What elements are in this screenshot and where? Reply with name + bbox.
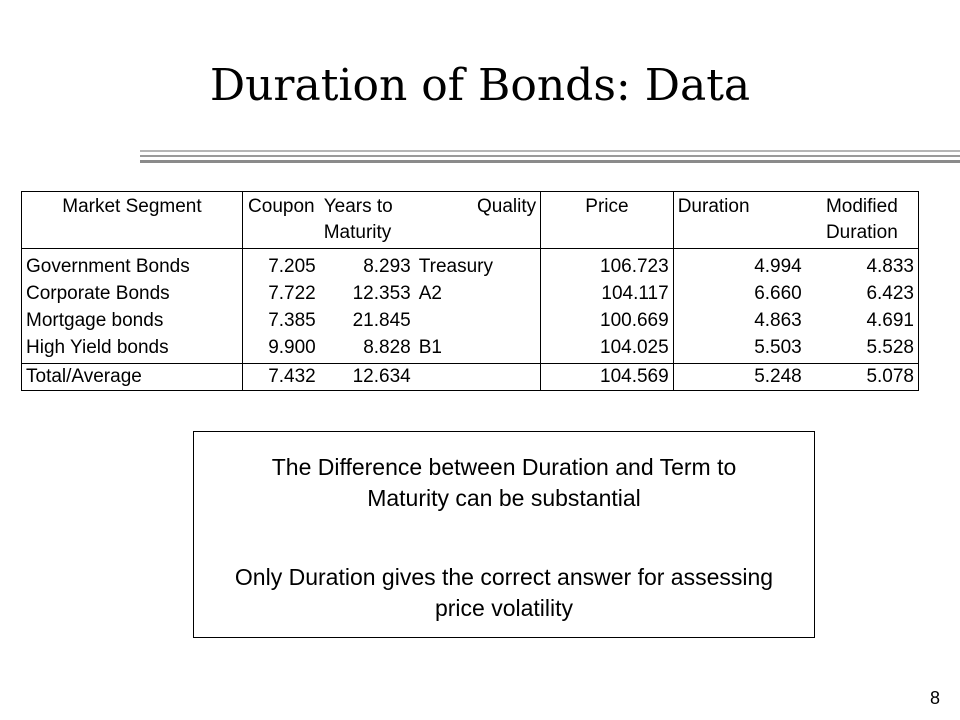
cell-segment: Mortgage bonds: [22, 307, 243, 334]
cell-modified-duration: 5.078: [806, 364, 919, 391]
table-header-row: [22, 192, 919, 249]
table-row: [22, 249, 919, 281]
cell-duration: 5.248: [673, 364, 806, 391]
divider-line: [140, 160, 960, 163]
cell-segment: Total/Average: [22, 364, 243, 391]
cell-coupon: 7.722: [268, 283, 316, 304]
notes-box: [193, 431, 815, 638]
cell-ytm: 12.353: [352, 283, 411, 304]
cell-modified-duration: 4.833: [806, 249, 919, 281]
cell-coupon: 7.432: [242, 364, 319, 391]
header-price: Price: [541, 192, 674, 249]
divider-line: [140, 150, 960, 152]
cell-quality: [415, 307, 541, 334]
divider-line: [140, 155, 960, 157]
cell-price: 106.723: [541, 249, 674, 281]
cell-price: 104.569: [541, 364, 674, 391]
header-duration: Duration: [673, 192, 806, 249]
cell-ytm: 12.634: [320, 364, 415, 391]
header-quality: Quality: [415, 192, 541, 249]
header-coupon: Coupon: [242, 192, 319, 249]
cell-segment: High Yield bonds: [22, 334, 243, 364]
cell-modified-duration: 6.423: [806, 280, 919, 307]
cell-price: 104.117: [541, 280, 674, 307]
cell-duration: 6.660: [754, 283, 802, 304]
cell-duration: 4.994: [754, 256, 802, 277]
cell-quality: B1: [415, 334, 541, 364]
cell-ytm: 21.845: [352, 310, 411, 331]
cell-quality: [415, 364, 541, 391]
cell-quality: Treasury: [415, 249, 541, 281]
cell-coupon: 9.900: [242, 334, 319, 364]
table-row: [22, 307, 919, 334]
slide-title: Duration of Bonds: Data: [209, 60, 751, 111]
cell-price: 100.669: [541, 307, 674, 334]
cell-segment: Corporate Bonds: [22, 280, 243, 307]
table-total-row: [22, 364, 919, 391]
note-text: Only Duration gives the correct answer for assessing price volatility: [234, 564, 774, 621]
header-market-segment: Market Segment: [22, 192, 243, 249]
cell-modified-duration: 5.528: [806, 334, 919, 364]
table-row: [22, 334, 919, 364]
header-modified-duration: Modified Duration: [806, 192, 919, 249]
table-row: [22, 280, 919, 307]
page-number: 8: [929, 688, 940, 708]
note-text: The Difference between Duration and Term to Maturity can be substantial: [271, 454, 737, 511]
cell-price: 104.025: [541, 334, 674, 364]
cell-modified-duration: 4.691: [806, 307, 919, 334]
cell-ytm: 8.293: [363, 256, 411, 277]
header-years-to-maturity: Years to Maturity: [320, 192, 415, 249]
cell-ytm: 8.828: [320, 334, 415, 364]
cell-duration: 5.503: [673, 334, 806, 364]
cell-coupon: 7.205: [268, 256, 316, 277]
cell-coupon: 7.385: [268, 310, 316, 331]
cell-segment: Government Bonds: [22, 249, 243, 281]
cell-quality: A2: [415, 280, 541, 307]
cell-duration: 4.863: [754, 310, 802, 331]
title-divider: [140, 150, 960, 164]
bond-duration-table: [21, 191, 919, 391]
